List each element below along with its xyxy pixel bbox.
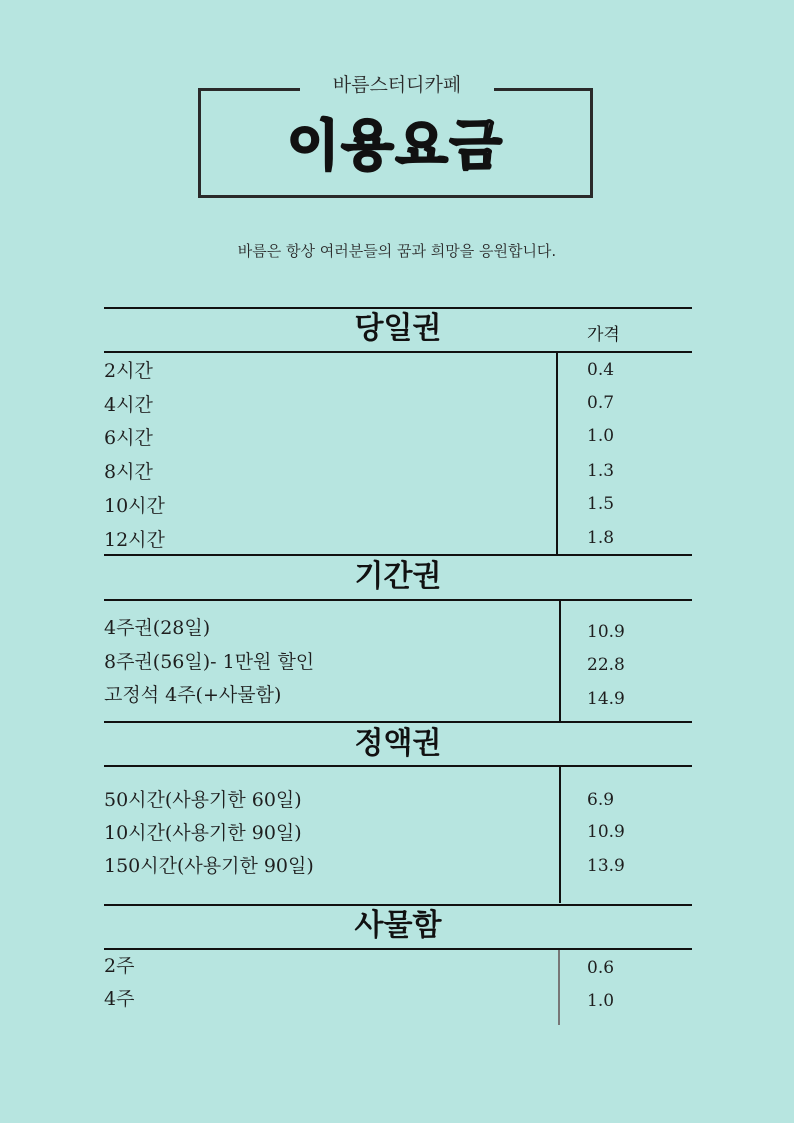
- price-item-name: 150시간(사용기한 90일): [104, 855, 314, 877]
- section-divider: [104, 765, 692, 767]
- price-item-name: 2시간: [104, 360, 153, 382]
- price-item-name: 12시간: [104, 529, 165, 551]
- price-item-value: 10.9: [587, 822, 625, 842]
- price-item-value: 1.5: [587, 494, 615, 514]
- price-item-value: 1.8: [587, 528, 615, 548]
- price-item-value: 14.9: [587, 689, 625, 709]
- price-item-name: 4시간: [104, 394, 153, 416]
- price-item-value: 10.9: [587, 622, 625, 642]
- price-item-name: 2주: [104, 955, 135, 977]
- price-item-value: 1.0: [587, 991, 615, 1011]
- column-divider: [559, 601, 561, 722]
- price-item-name: 8주권(56일)- 1만원 할인: [104, 651, 315, 673]
- section-divider: [104, 554, 692, 556]
- section-divider: [104, 721, 692, 723]
- price-item-name: 고정석 4주(+사물함): [104, 684, 282, 706]
- section-title-period: 기간권: [354, 559, 442, 594]
- price-item-name: 4주: [104, 988, 135, 1010]
- page-title: 이용요금: [287, 114, 504, 177]
- section-title-daily: 당일권: [354, 311, 442, 346]
- section-divider: [104, 599, 692, 601]
- price-item-name: 4주권(28일): [104, 617, 211, 639]
- price-item-value: 0.6: [587, 958, 615, 978]
- cafe-name: 바름스터디카페: [300, 70, 494, 100]
- column-divider: [558, 950, 560, 1025]
- price-item-name: 10시간: [104, 495, 165, 517]
- price-item-name: 6시간: [104, 427, 153, 449]
- section-title-fixed-amount: 정액권: [354, 726, 442, 761]
- price-item-name: 50시간(사용기한 60일): [104, 789, 302, 811]
- tagline: 바름은 항상 여러분들의 꿈과 희망을 응원합니다.: [237, 242, 557, 260]
- price-item-value: 13.9: [587, 856, 625, 876]
- price-item-value: 0.7: [587, 393, 615, 413]
- price-item-value: 0.4: [587, 360, 615, 380]
- column-divider: [559, 767, 561, 903]
- section-divider: [104, 948, 692, 950]
- section-divider: [104, 351, 692, 353]
- price-item-value: 22.8: [587, 655, 625, 675]
- price-item-value: 1.0: [587, 426, 615, 446]
- price-item-name: 8시간: [104, 461, 153, 483]
- price-column-header: 가격: [587, 325, 620, 345]
- section-title-locker: 사물함: [354, 908, 442, 943]
- price-item-value: 1.3: [587, 461, 615, 481]
- price-item-value: 6.9: [587, 790, 615, 810]
- price-item-name: 10시간(사용기한 90일): [104, 822, 302, 844]
- column-divider: [556, 353, 558, 555]
